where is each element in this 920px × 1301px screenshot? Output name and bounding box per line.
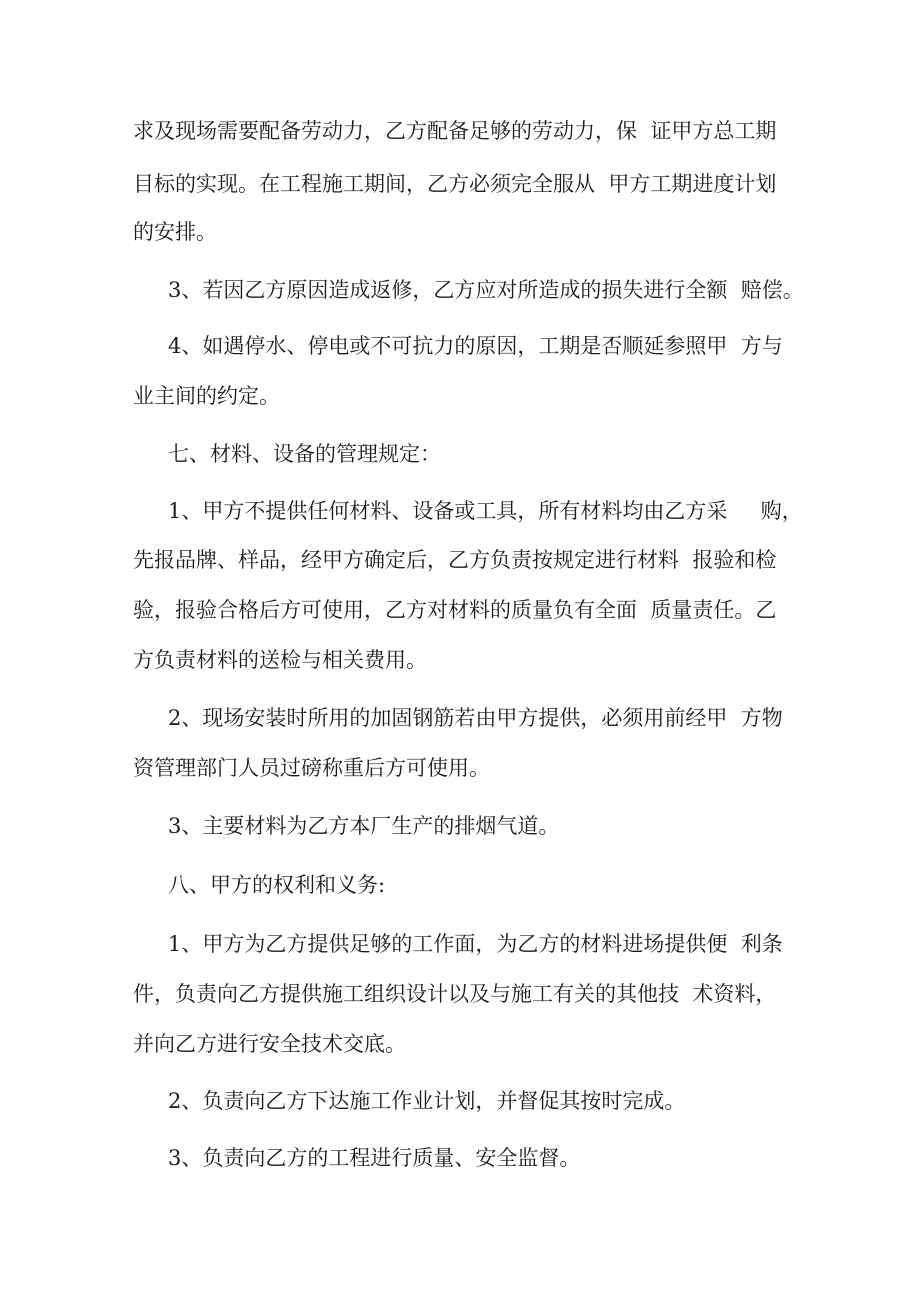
paragraph-line: 的安排。 bbox=[133, 220, 217, 244]
paragraph-line: 1、甲方不提供任何材料、设备或工具，所有材料均由乙方采 购， bbox=[168, 499, 803, 523]
paragraph-line: 目标的实现。在工程施工期间，乙方必须完全服从 甲方工期进度计划 bbox=[133, 172, 777, 196]
paragraph-line: 4、如遇停水、停电或不可抗力的原因，工期是否顺延参照甲 方与 bbox=[168, 334, 783, 358]
paragraph-line: 1、甲方为乙方提供足够的工作面，为乙方的材料进场提供便 利条 bbox=[168, 932, 783, 956]
section-heading: 八、甲方的权利和义务: bbox=[168, 873, 386, 897]
paragraph-line: 3、负责向乙方的工程进行质量、安全监督。 bbox=[168, 1146, 581, 1170]
paragraph-line: 验，报验合格后方可使用，乙方对材料的质量负有全面 质量责任。乙 bbox=[133, 598, 777, 622]
paragraph-line: 并向乙方进行安全技术交底。 bbox=[133, 1032, 406, 1056]
paragraph-line: 资管理部门人员过磅称重后方可使用。 bbox=[133, 756, 490, 780]
section-heading: 七、材料、设备的管理规定： bbox=[168, 442, 441, 466]
paragraph-line: 方负责材料的送检与相关费用。 bbox=[133, 648, 427, 672]
paragraph-line: 3、主要材料为乙方本厂生产的排烟气道。 bbox=[168, 814, 560, 838]
paragraph-line: 件，负责向乙方提供施工组织设计以及与施工有关的其他技 术资料， bbox=[133, 982, 777, 1006]
paragraph-line: 2、负责向乙方下达施工作业计划，并督促其按时完成。 bbox=[168, 1089, 686, 1113]
paragraph-line: 业主间的约定。 bbox=[133, 384, 280, 408]
paragraph-line: 求及现场需要配备劳动力，乙方配备足够的劳动力，保 证甲方总工期 bbox=[133, 119, 777, 143]
paragraph-line: 先报品牌、样品，经甲方确定后，乙方负责按规定进行材料 报验和检 bbox=[133, 548, 777, 572]
paragraph-line: 2、现场安装时所用的加固钢筋若由甲方提供，必须用前经甲 方物 bbox=[168, 706, 783, 730]
paragraph-line: 3、若因乙方原因造成返修，乙方应对所造成的损失进行全额 赔偿。 bbox=[168, 278, 804, 302]
